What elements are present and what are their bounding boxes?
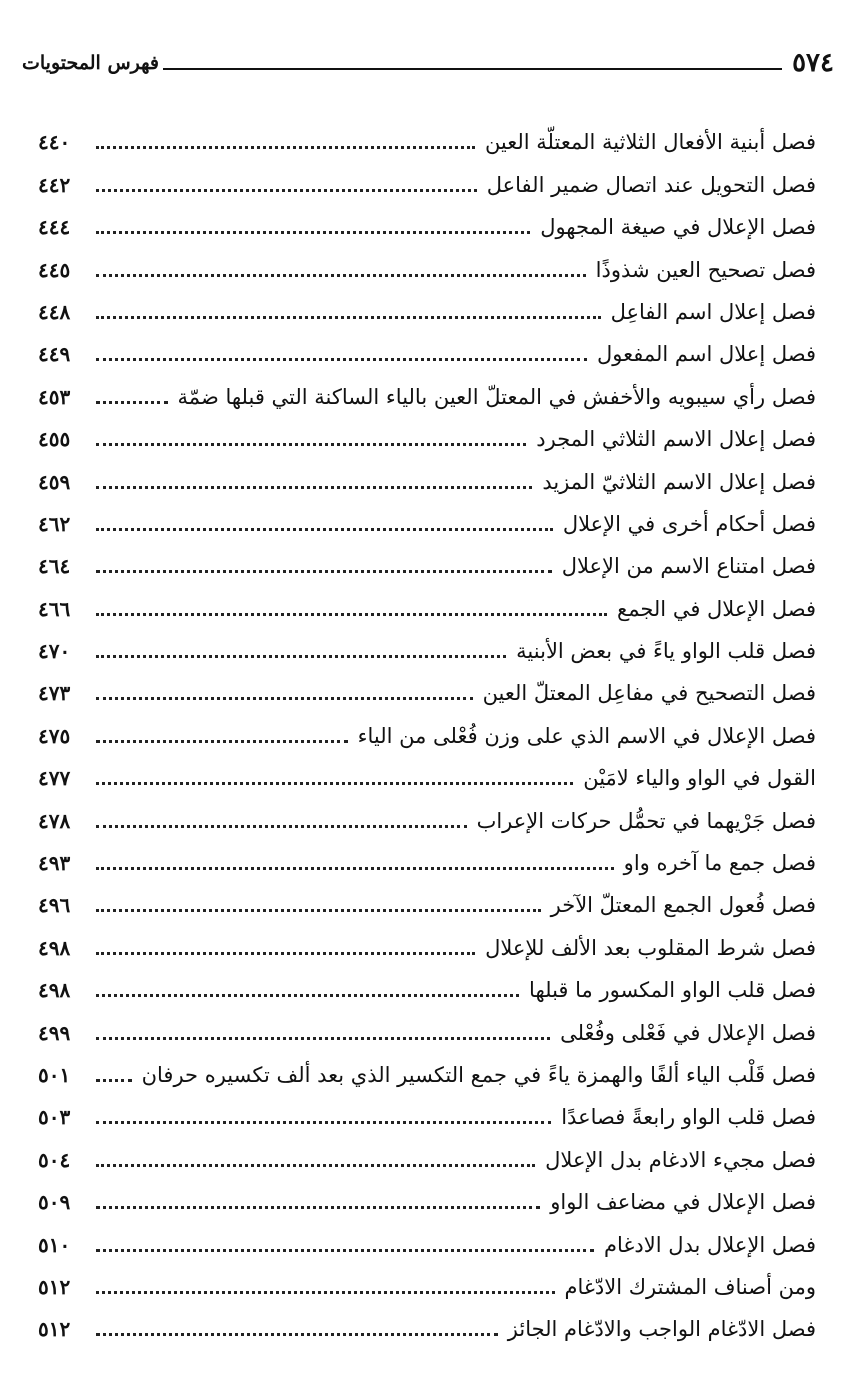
toc-entry-page: ٤٧٧ [38, 766, 71, 791]
toc-entry-title: فصل الإعلال في مضاعف الواو [550, 1190, 816, 1215]
toc-entry[interactable] [38, 792, 816, 834]
toc-entry[interactable] [38, 1089, 816, 1131]
toc-entry[interactable] [38, 199, 816, 241]
toc-entry[interactable] [38, 1216, 816, 1258]
toc-entry-title: فصل قلب الواو رابعةً فصاعدًا [561, 1105, 816, 1130]
toc-entry[interactable] [38, 1259, 816, 1301]
toc-entry[interactable] [38, 496, 816, 538]
toc-entry-title: فصل فُعول الجمع المعتلّ الآخر [550, 893, 816, 918]
toc-entry-page: ٥١٢ [38, 1317, 71, 1342]
toc-entry-page: ٤٥٣ [38, 384, 71, 409]
toc-entry[interactable] [38, 750, 816, 792]
dot-leader [96, 1164, 535, 1167]
toc-entry-title: فصل قلب الواو ياءً في بعض الأبنية [516, 639, 816, 664]
toc-entry[interactable] [38, 1174, 816, 1216]
toc-entry-page: ٤٤٨ [38, 299, 71, 324]
toc-entry[interactable] [38, 453, 816, 495]
dot-leader [96, 1206, 540, 1209]
toc-entry-page: ٤٦٢ [38, 511, 71, 536]
dot-leader [96, 867, 614, 870]
dot-leader [96, 486, 532, 489]
toc-entry-title: فصل جَرْيهما في تحمُّل حركات الإعراب [476, 808, 816, 833]
toc-entry-page: ٥٠٩ [38, 1190, 71, 1215]
toc-entry-title: فصل إعلال الاسم الثلاثي المجرد [536, 427, 816, 452]
toc-entry-page: ٤٤٩ [38, 342, 71, 367]
dot-leader [96, 1333, 498, 1336]
toc-entry[interactable] [38, 835, 816, 877]
toc-entry[interactable] [38, 1131, 816, 1173]
dot-leader [96, 189, 477, 192]
toc-entry-page: ٤٦٤ [38, 554, 71, 579]
dot-leader [96, 1037, 550, 1040]
toc-entry-page: ٤٦٦ [38, 596, 71, 621]
toc-entry-title: فصل الإعلال في الاسم الذي على وزن فُعْلى من الياء [357, 723, 816, 748]
toc-entry[interactable] [38, 1301, 816, 1343]
toc-entry-title: القول في الواو والياء لامَيْن [583, 766, 816, 791]
dot-leader [96, 401, 168, 404]
toc-entry-title: فصل امتناع الاسم من الإعلال [561, 554, 816, 579]
dot-leader [96, 952, 475, 955]
toc-entry-title: فصل التحويل عند اتصال ضمير الفاعل [486, 172, 816, 197]
dot-leader [96, 1291, 555, 1294]
page-header [22, 46, 834, 80]
toc-entry[interactable] [38, 707, 816, 749]
dot-leader [96, 740, 348, 743]
dot-leader [96, 1249, 594, 1252]
toc-entry-page: ٤٩٦ [38, 893, 71, 918]
toc-entry-title: فصل تصحيح العين شذوذًا [595, 257, 816, 282]
toc-entry-title: فصل الإعلال في صيغة المجهول [540, 215, 816, 240]
toc-entry[interactable] [38, 580, 816, 622]
toc-entry-page: ٤٥٥ [38, 427, 71, 452]
toc-entry[interactable] [38, 877, 816, 919]
toc-entry-page: ٤٧٨ [38, 808, 71, 833]
toc-entry[interactable] [38, 284, 816, 326]
toc-entry-page: ٥٠٤ [38, 1147, 71, 1172]
toc-entry-page: ٤٩٩ [38, 1020, 71, 1045]
toc-entry-page: ٤٥٩ [38, 469, 71, 494]
toc-entry-page: ٥٠٣ [38, 1105, 71, 1130]
toc-entry-page: ٥١٠ [38, 1232, 71, 1257]
dot-leader [96, 655, 506, 658]
dot-leader [96, 146, 475, 149]
toc-entry-page: ٤٤٥ [38, 257, 71, 282]
toc-entry-title: فصل إعلال اسم الفاعِل [610, 299, 816, 324]
table-of-contents [38, 114, 816, 1343]
toc-entry[interactable] [38, 1004, 816, 1046]
toc-entry-page: ٤٤٠ [38, 130, 71, 155]
running-title: فهرس المحتويات [22, 52, 159, 74]
dot-leader [96, 231, 530, 234]
toc-entry-title: فصل أبنية الأفعال الثلاثية المعتلّة العين [484, 130, 816, 155]
dot-leader [96, 274, 586, 277]
toc-entry-title: فصل شرط المقلوب بعد الألف للإعلال [485, 935, 816, 960]
header-rule [163, 68, 782, 70]
dot-leader [96, 994, 519, 997]
toc-entry-page: ٥٠١ [38, 1062, 71, 1087]
toc-entry[interactable] [38, 326, 816, 368]
toc-entry-title: فصل الإعلال بدل الادغام [604, 1232, 816, 1257]
page-number: ٥٧٤ [792, 48, 834, 78]
toc-entry-title: فصل قلب الواو المكسور ما قبلها [529, 978, 816, 1003]
toc-entry-title: فصل قَلْب الياء ألفًا والهمزة ياءً في جمع التكسير الذي بعد ألف تكسيره حرفان [141, 1062, 816, 1087]
toc-entry-title: فصل أحكام أخرى في الإعلال [562, 511, 816, 536]
dot-leader [96, 909, 541, 912]
toc-entry-page: ٤٧٣ [38, 681, 71, 706]
toc-entry-title: فصل إعلال اسم المفعول [597, 342, 816, 367]
toc-entry-title: فصل الإعلال في فَعْلى وفُعْلى [560, 1020, 816, 1045]
dot-leader [96, 1121, 551, 1124]
toc-entry[interactable] [38, 114, 816, 156]
dot-leader [96, 443, 526, 446]
toc-entry[interactable] [38, 665, 816, 707]
dot-leader [96, 697, 473, 700]
toc-entry-title: فصل الإعلال في الجمع [617, 596, 816, 621]
dot-leader [96, 528, 553, 531]
dot-leader [96, 613, 607, 616]
toc-entry-page: ٤٤٤ [38, 215, 71, 240]
dot-leader [96, 570, 552, 573]
toc-entry-title: ومن أصناف المشترك الادّغام [564, 1274, 816, 1299]
toc-entry-title: فصل التصحيح في مفاعِل المعتلّ العين [482, 681, 816, 706]
dot-leader [96, 825, 467, 828]
toc-entry-page: ٤٩٨ [38, 935, 71, 960]
toc-entry[interactable] [38, 156, 816, 198]
toc-entry[interactable] [38, 1047, 816, 1089]
toc-entry[interactable] [38, 538, 816, 580]
toc-entry-page: ٤٩٨ [38, 978, 71, 1003]
toc-entry-page: ٤٤٢ [38, 172, 71, 197]
toc-entry-page: ٤٧٥ [38, 723, 71, 748]
toc-entry[interactable] [38, 368, 816, 410]
dot-leader [96, 316, 601, 319]
toc-entry[interactable] [38, 241, 816, 283]
toc-entry-page: ٥١٢ [38, 1274, 71, 1299]
toc-entry-title: فصل مجيء الادغام بدل الإعلال [545, 1147, 816, 1172]
toc-entry-title: فصل الادّغام الواجب والادّغام الجائز [507, 1317, 816, 1342]
toc-entry-title: فصل جمع ما آخره واو [623, 851, 816, 876]
dot-leader [96, 782, 573, 785]
dot-leader [96, 1079, 132, 1082]
dot-leader [96, 358, 587, 361]
toc-entry[interactable] [38, 962, 816, 1004]
toc-entry-title: فصل إعلال الاسم الثلاثيّ المزيد [542, 469, 816, 494]
toc-entry-title: فصل رأي سيبويه والأخفش في المعتلّ العين بالياء الساكنة التي قبلها ضمّة [177, 384, 816, 409]
toc-entry-page: ٤٧٠ [38, 639, 71, 664]
toc-entry[interactable] [38, 623, 816, 665]
toc-entry[interactable] [38, 919, 816, 961]
toc-entry-page: ٤٩٣ [38, 851, 71, 876]
toc-entry[interactable] [38, 411, 816, 453]
